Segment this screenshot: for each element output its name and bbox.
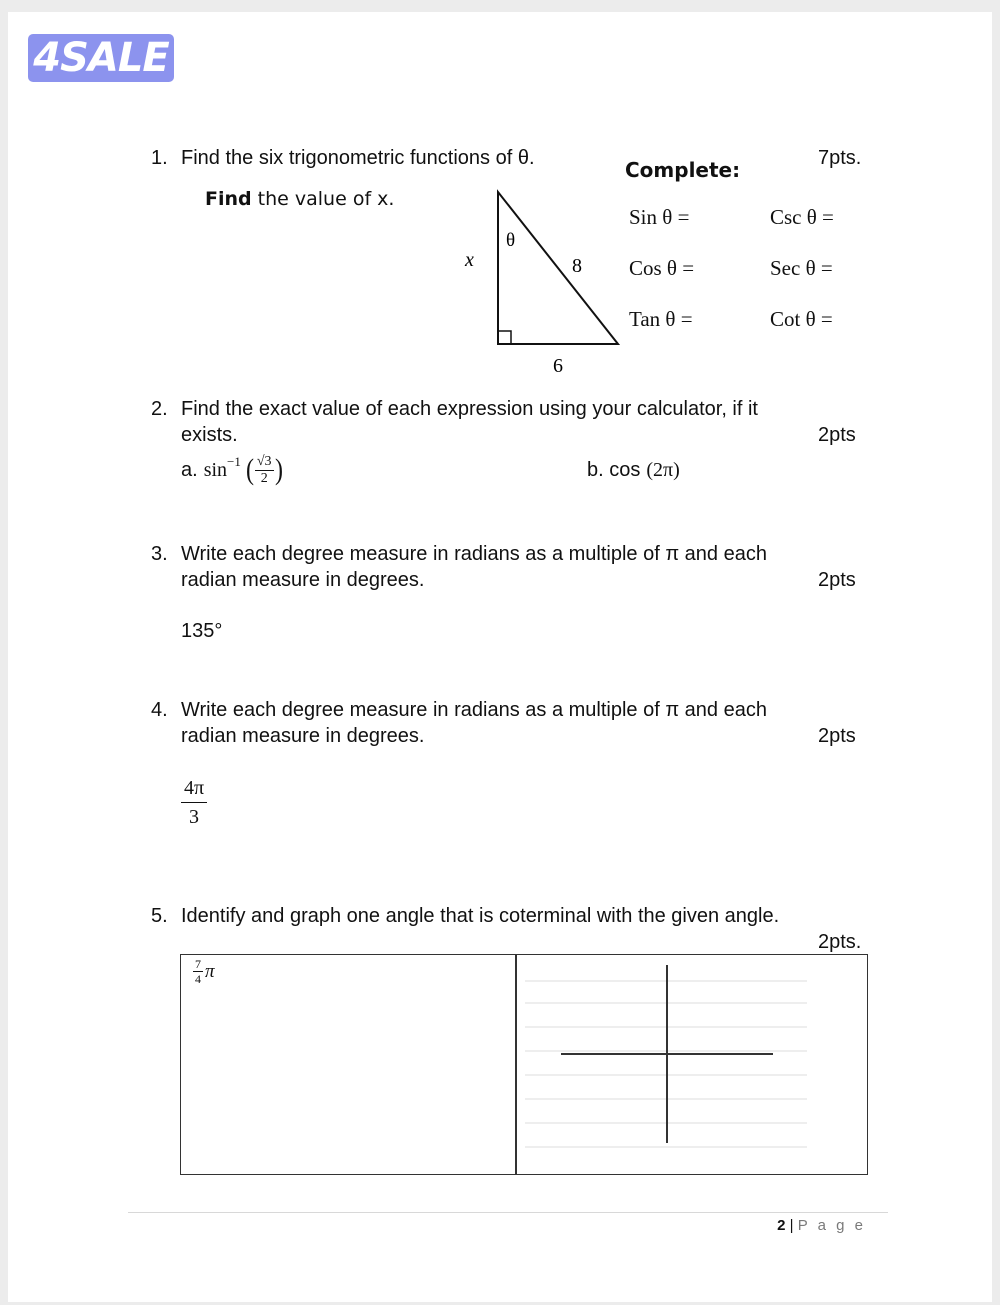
q3-points: 2pts bbox=[818, 569, 856, 591]
sec-function: Sec θ = bbox=[770, 256, 833, 280]
q5-angle-pi: π bbox=[205, 960, 215, 982]
q2-number: 2. bbox=[151, 398, 168, 420]
triangle-angle-theta: θ bbox=[506, 230, 516, 251]
worksheet-page bbox=[8, 12, 992, 1302]
q5-angle-fraction bbox=[193, 957, 203, 986]
q2-a-numerator: √3 bbox=[256, 453, 272, 469]
q1-find-rest: the value of x. bbox=[251, 188, 395, 210]
q5-number: 5. bbox=[151, 905, 168, 927]
q4-points: 2pts bbox=[818, 725, 856, 747]
cos-function: Cos θ = bbox=[629, 256, 695, 280]
q2-a-func: sin bbox=[203, 459, 228, 481]
q2-line2: exists. bbox=[181, 424, 238, 446]
q1-find-bold: Find bbox=[205, 188, 252, 210]
q1-find-instruction bbox=[205, 188, 394, 210]
q2-part-a bbox=[181, 452, 284, 488]
page-separator: | bbox=[789, 1217, 794, 1234]
q4-line1: Write each degree measure in radians as a multiple of π and each bbox=[181, 699, 767, 721]
q5-given-angle bbox=[193, 957, 215, 986]
csc-function: Csc θ = bbox=[770, 205, 834, 229]
q4-denominator: 3 bbox=[189, 806, 200, 828]
triangle-base: 6 bbox=[553, 355, 563, 377]
footer-divider bbox=[128, 1212, 888, 1213]
coordinate-axes-graph bbox=[517, 955, 867, 1173]
watermark-logo: 4SALE bbox=[28, 34, 174, 82]
q2-a-denominator: 2 bbox=[260, 470, 268, 486]
cot-function: Cot θ = bbox=[770, 307, 833, 331]
q3-line1: Write each degree measure in radians as a multiple of π and each bbox=[181, 543, 767, 565]
q4-number: 4. bbox=[151, 699, 168, 721]
q4-line2: radian measure in degrees. bbox=[181, 725, 425, 747]
q3-line2: radian measure in degrees. bbox=[181, 569, 425, 591]
q5-points: 2pts. bbox=[818, 931, 862, 953]
sin-function: Sin θ = bbox=[629, 205, 690, 229]
q2-a-left-paren: ( bbox=[245, 453, 254, 486]
q1-complete-label: Complete: bbox=[625, 158, 741, 182]
q5-text: Identify and graph one angle that is coterminal with the given angle. bbox=[181, 905, 780, 927]
q2-a-label: a. bbox=[181, 459, 198, 481]
q1-points: 7pts. bbox=[818, 147, 862, 169]
q5-angle-denominator: 4 bbox=[195, 972, 201, 986]
q2-b-arg: (2π) bbox=[646, 459, 680, 481]
q3-value: 135° bbox=[181, 620, 223, 642]
q2-part-b bbox=[587, 455, 680, 485]
page-label: P a g e bbox=[797, 1217, 866, 1234]
triangle-hypotenuse: 8 bbox=[572, 255, 582, 277]
q1-text: Find the six trigonometric functions of θ. bbox=[181, 147, 535, 169]
q2-a-fraction bbox=[255, 454, 274, 487]
triangle-side-x: x bbox=[465, 249, 474, 271]
q2-a-exponent: −1 bbox=[227, 454, 241, 469]
q2-points: 2pts bbox=[818, 424, 856, 446]
q5-answer-table bbox=[180, 954, 868, 1175]
page-footer bbox=[777, 1217, 866, 1234]
q4-numerator: 4π bbox=[181, 774, 207, 803]
q1-number: 1. bbox=[151, 147, 168, 169]
q5-angle-numerator: 7 bbox=[195, 957, 201, 971]
q3-number: 3. bbox=[151, 543, 168, 565]
q2-b-label: b. cos bbox=[587, 459, 641, 481]
q4-fraction bbox=[181, 774, 207, 831]
page-number: 2 bbox=[777, 1217, 786, 1234]
q2-line1: Find the exact value of each expression using your calculator, if it bbox=[181, 398, 758, 420]
tan-function: Tan θ = bbox=[629, 307, 693, 331]
right-triangle-diagram bbox=[448, 177, 633, 387]
q2-a-right-paren: ) bbox=[274, 453, 283, 486]
